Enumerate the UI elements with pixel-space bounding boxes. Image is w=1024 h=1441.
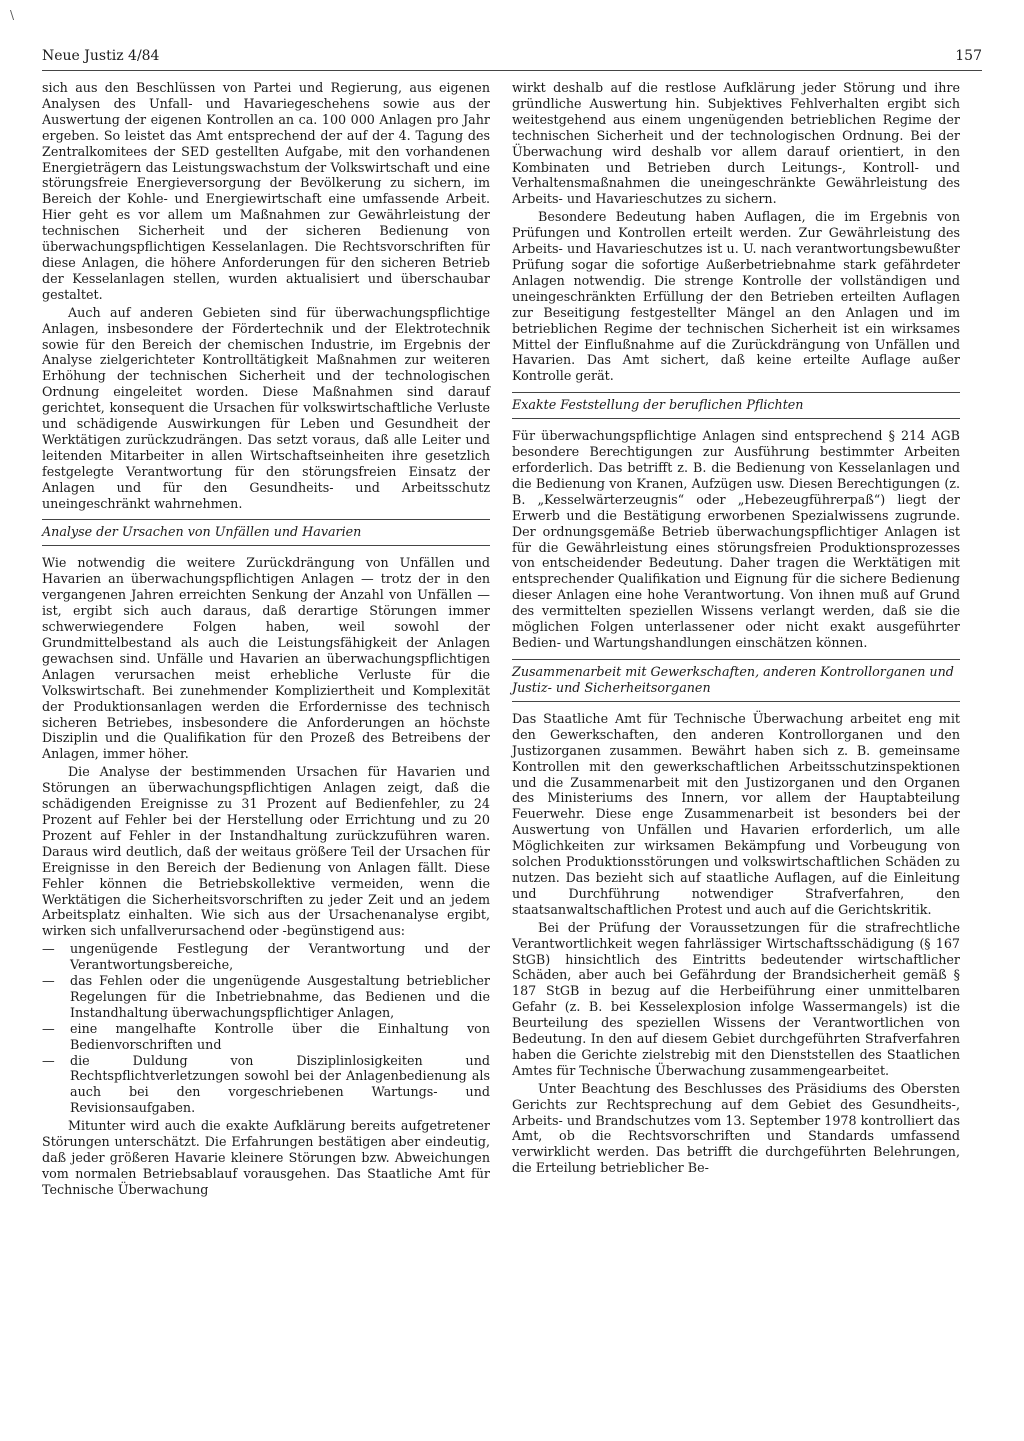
- paragraph: wirkt deshalb auf die restlose Aufklärung jeder Störung und ihre gründliche Auswertung hin. Subjektives Fehlverhalten ergibt sich weitestgehend aus einem ungenügenden betrieblichen Regime der technischen Sicherheit und der technologischen Ordnung. Bei der Überwachung wird deshalb vor allem darauf orientiert, in den Kombinaten und Betrieben durch Leitungs-, Kontroll- und Verhaltensmaßnahmen die uneingeschränkte Gewährleistung des Arbeits- und Havarieschutzes zu sichern.: [512, 80, 960, 207]
- paragraph: Unter Beachtung des Beschlusses des Präsidiums des Obersten Gerichts zur Rechtsprechung auf dem Gebiet des Gesundheits-, Arbeits- und Brandschutzes vom 13. September 1978 kontrolliert das Amt, ob die Rechtsvorschriften und Standards umfassend verwirklicht werden. Das betrifft die durchgeführten Belehrungen, die Erteilung betrieblicher Be-: [512, 1080, 960, 1176]
- paragraph: Das Staatliche Amt für Technische Überwachung arbeitet eng mit den Gewerkschaften, den anderen Kontrollorganen und den Justizorganen zusammen. Bewährt haben sich z. B. gemeinsame Kontrollen mit den gewerkschaftlichen Arbeitsschutzinspektionen und die Zusammenarbeit mit den Justizorganen und den Organen des Ministeriums des Innern, vor allem der Hauptabteilung Feuerwehr. Diese enge Zusammenarbeit ist besonders bei der Auswertung von Unfällen und Havarien erforderlich, um alle Möglichkeiten zur wirksamen Bekämpfung und Vorbeugung von solchen Produktionsstörungen und volkswirtschaftlichen Schäden zu nutzen. Das bezieht sich auf staatliche Auflagen, auf die Einleitung und Durchführung notwendiger Strafverfahren, den staatsanwaltschaftlichen Protest und auch auf die Gerichtskritik.: [512, 710, 960, 917]
- paragraph: Besondere Bedeutung haben Auflagen, die im Ergebnis von Prüfungen und Kontrollen erteilt werden. Zur Gewährleistung des Arbeits- und Havarieschutzes ist u. U. nach verantwortungsbewußter Prüfung sogar die sofortige Außerbetriebnahme stark gefährdeter Anlagen notwendig. Die strenge Kontrolle der vollständigen und uneingeschränkten Erfüllung der den Betrieben erteilten Auflagen zur Beseitigung festgestellter Mängel an den Anlagen und im betrieblichen Regime der technischen Sicherheit ist ein wirksames Mittel der Einflußnahme auf die Zurückdrängung von Unfällen und Havarien. Das Amt sichert, daß keine erteilte Auflage außer Kontrolle gerät.: [512, 209, 960, 384]
- page-number: 157: [955, 48, 982, 64]
- paragraph: Mitunter wird auch die exakte Aufklärung bereits aufgetretener Störungen unterschätzt. Die Erfahrungen bestätigen aber eindeutig, daß jeder größeren Havarie kleinere Störungen bzw. Abweichungen vom normalen Betriebsablauf vorausgehen. Das Staatliche Amt für Technische Überwachung: [42, 1118, 490, 1197]
- cause-list: [42, 941, 490, 1116]
- journal-reference: Neue Justiz 4/84: [42, 48, 160, 64]
- page-header: [42, 46, 982, 71]
- scan-mark: \: [10, 8, 15, 22]
- paragraph: Die Analyse der bestimmenden Ursachen für Havarien und Störungen an überwachungspflichtigen Anlagen zeigt, daß die schädigenden Ereignisse zu 31 Prozent auf Bedienfehler, zu 24 Prozent auf Fehler bei der Herstellung oder Errichtung und zu 20 Prozent auf Fehler in der Instandhaltung zurückzuführen waren. Daraus wird deutlich, daß der weitaus größere Teil der Ursachen für Ereignisse in den Bereich der Bedienung von Anlagen fällt. Diese Fehler können die Betriebskollektive vermeiden, wenn die Werktätigen die Sicherheitsvorschriften zu jeder Zeit und an jedem Arbeitsplatz einhalten. Wie sich aus der Ursachenanalyse ergibt, wirken sich unfallverursachend oder -begünstigend aus:: [42, 764, 490, 939]
- list-item: — eine mangelhafte Kontrolle über die Einhaltung von Bedienvorschriften und: [42, 1021, 490, 1053]
- right-column: [512, 80, 960, 1178]
- paragraph: Wie notwendig die weitere Zurückdrängung von Unfällen und Havarien an überwachungspflichtigen Anlagen — trotz der in den vergangenen Jahren erreichten Senkung der Anzahl von Unfällen — ist, ergibt sich auch daraus, daß derartige Störungen immer schwerwiegendere Folgen haben, weil sowohl der Grundmittelbestand als auch die Leistungsfähigkeit der Anlagen gewachsen sind. Unfälle und Havarien an überwachungspflichtigen Anlagen verursachen meist erhebliche Verluste für die Volkswirtschaft. Bei zunehmender Kompliziertheit und Komplexität der Produktionsanlagen werden die Erfordernisse des technisch sicheren Betriebes, insbesondere die Anforderungen an höchste Disziplin und die Qualifikation für den Prozeß des Betreibens der Anlagen, immer höher.: [42, 555, 490, 762]
- list-item: — das Fehlen oder die ungenügende Ausgestaltung betrieblicher Regelungen für die Inbetriebnahme, das Bedienen und die Instandhaltung überwachungspflichtiger Anlagen,: [42, 973, 490, 1021]
- paragraph: sich aus den Beschlüssen von Partei und Regierung, aus eigenen Analysen des Unfall- und Havariegeschehens sowie aus der Auswertung der eigenen Kontrollen an ca. 100 000 Anlagen pro Jahr ergeben. So leistet das Amt entsprechend der auf der 4. Tagung des Zentralkomitees der SED gestellten Aufgabe, mit den vorhandenen Energieträgern das Leistungswachstum der Volkswirtschaft und eine störungsfreie Energieversorgung der Bevölkerung zu sichern, im Bereich der Kohle- und Energiewirtschaft eine umfassende Arbeit. Hier geht es vor allem um Maßnahmen zur Gewährleistung der technischen Sicherheit und der sicheren Bedienung von überwachungspflichtigen Kesselanlagen. Die Rechtsvorschriften für diese Anlagen, die höhere Anforderungen für den sicheren Betrieb der Kesselanlagen stellen, wurden aktualisiert und überschaubar gestaltet.: [42, 80, 490, 302]
- list-item: — die Duldung von Disziplinlosigkeiten und Rechtspflichtverletzungen sowohl bei der Anlagenbedienung als auch bei den vorgeschriebenen Wartungs- und Revisionsaufgaben.: [42, 1053, 490, 1117]
- list-item: — ungenügende Festlegung der Verantwortung und der Verantwortungsbereiche,: [42, 941, 490, 973]
- section-heading: Exakte Feststellung der beruflichen Pflichten: [512, 392, 960, 419]
- paragraph: Für überwachungspflichtige Anlagen sind entsprechend § 214 AGB besondere Berechtigungen zur Ausführung bestimmter Arbeiten erforderlich. Das betrifft z. B. die Bedienung von Kesselanlagen und die Bedienung von Kranen, Aufzügen usw. Diesen Berechtigungen (z. B. „Kesselwärterzeugnis“ oder „Hebezeugführerpaß“) liegt der Erwerb und die Bestätigung erworbenen Spezialwissens zugrunde. Der ordnungsgemäße Betrieb überwachungspflichtiger Anlagen ist für die Gewährleistung eines störungsfreien Produktionsprozesses von entscheidender Bedeutung. Daher tragen die Werktätigen mit entsprechender Qualifikation und Eignung für die sichere Bedienung dieser Anlagen eine hohe Verantwortung. Von ihnen muß auf Grund des vermittelten speziellen Wissens verlangt werden, daß sie die möglichen Folgen unterlassener oder nicht exakt ausgeführter Bedien- und Wartungshandlungen einschätzen können.: [512, 428, 960, 650]
- section-heading: Analyse der Ursachen von Unfällen und Havarien: [42, 519, 490, 546]
- left-column: [42, 80, 490, 1200]
- section-heading: Zusammenarbeit mit Gewerkschaften, anderen Kontrollorganen und Justiz- und Sicherheitsorganen: [512, 659, 960, 702]
- paragraph: Bei der Prüfung der Voraussetzungen für die strafrechtliche Verantwortlichkeit wegen fahrlässiger Wirtschaftsschädigung (§ 167 StGB) hinsichtlich des Eintritts bedeutender wirtschaftlicher Schäden, aber auch bei Gefährdung der Brandsicherheit gemäß § 187 StGB in bezug auf die Herbeiführung einer unmittelbaren Gefahr (z. B. bei Kesselexplosion infolge Wassermangels) ist die Beurteilung des speziellen Wissens der Verantwortlichen von Bedeutung. In den auf diesem Gebiet durchgeführten Strafverfahren haben die Gerichte zielstrebig mit den Dienststellen des Staatlichen Amtes für Technische Überwachung zusammengearbeitet.: [512, 919, 960, 1078]
- paragraph: Auch auf anderen Gebieten sind für überwachungspflichtige Anlagen, insbesondere der Fördertechnik und der Elektrotechnik sowie für den Bereich der chemischen Industrie, im Ergebnis der Analyse zielgerichteter Kontrolltätigkeit Maßnahmen zur weiteren Erhöhung der technischen Sicherheit und der technologischen Ordnung eingeleitet worden. Diese Maßnahmen sind darauf gerichtet, konsequent die Ursachen für volkswirtschaftliche Verluste und schädigende Auswirkungen für Leben und Gesundheit der Werktätigen zurückzudrängen. Das setzt voraus, daß alle Leiter und leitenden Mitarbeiter in allen Wirtschaftseinheiten ihre gesetzlich festgelegte Verantwortung für den störungsfreien Einsatz der Anlagen und für den Gesundheits- und Arbeitsschutz uneingeschränkt wahrnehmen.: [42, 304, 490, 511]
